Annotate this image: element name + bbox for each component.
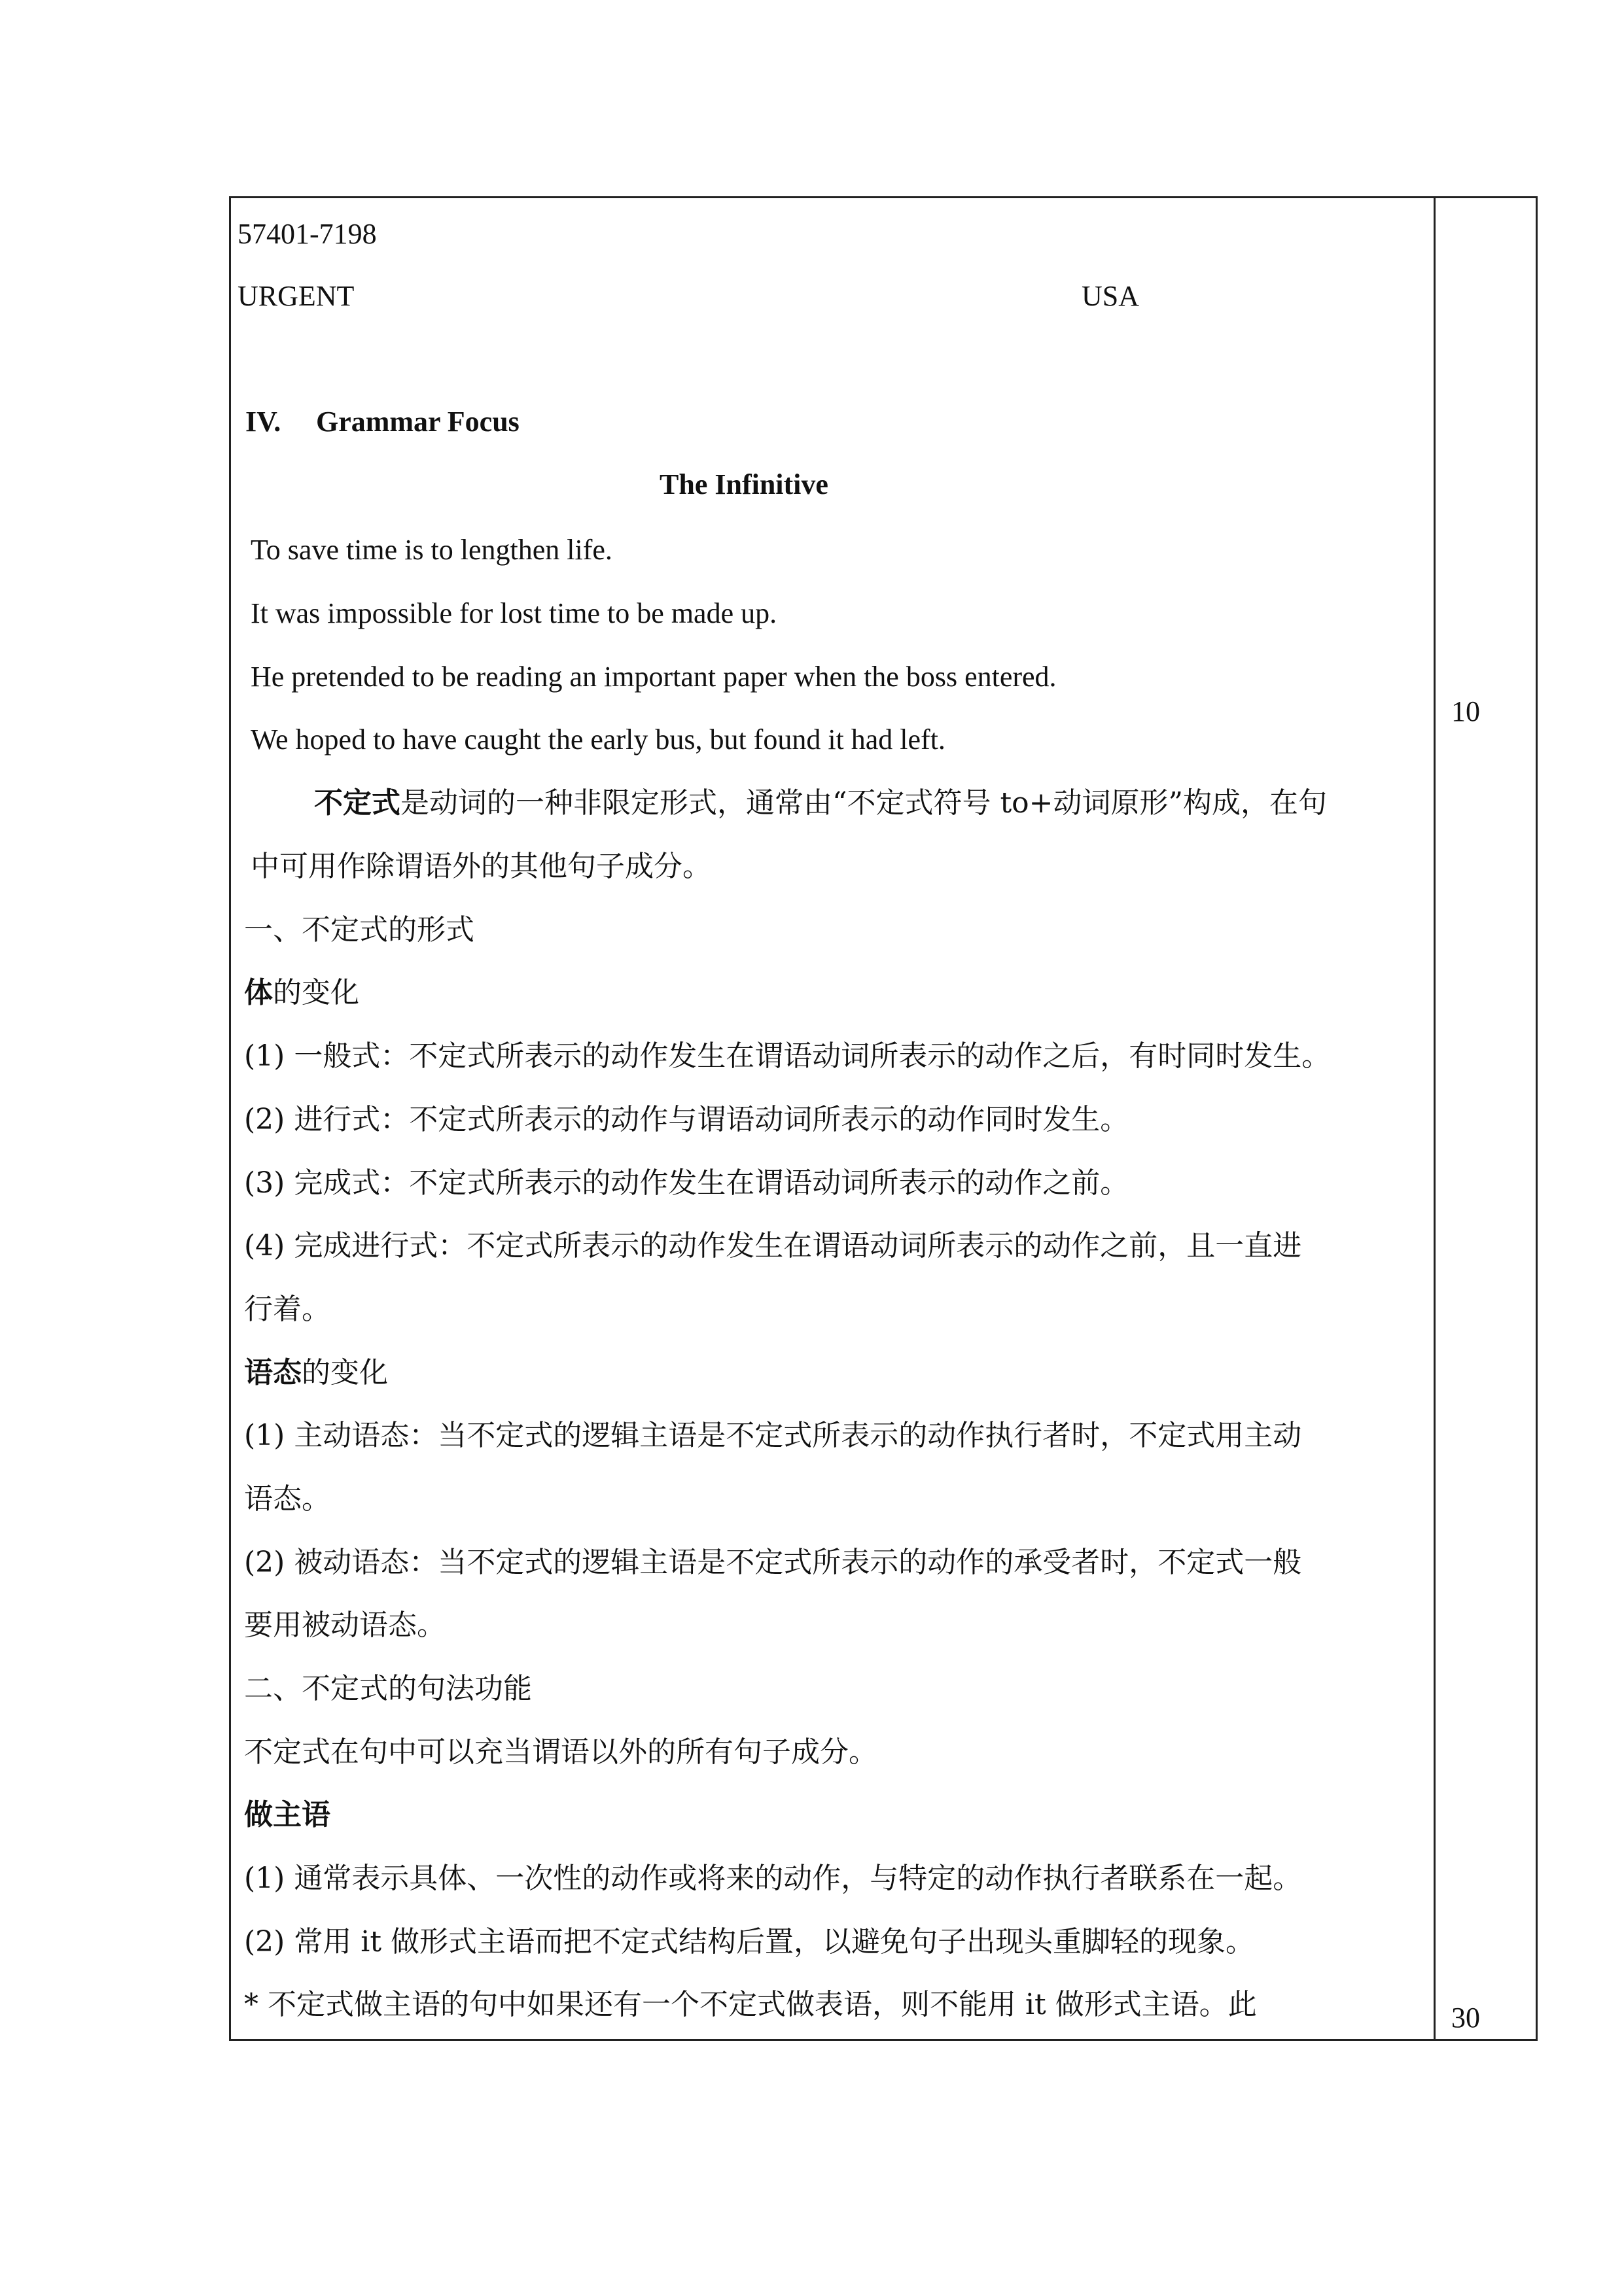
voice-heading — [244, 1353, 388, 1393]
voice-item: (2) 被动语态：当不定式的逻辑主语是不定式所表示的动作的承受者时，不定式一般 — [244, 1546, 1302, 1579]
voice-item: (1) 主动语态：当不定式的逻辑主语是不定式所表示的动作执行者时，不定式用主动 — [244, 1419, 1302, 1452]
part1-heading: 一、不定式的形式 — [244, 913, 474, 947]
content-table — [229, 196, 1538, 2041]
urgent-label: URGENT — [238, 280, 355, 312]
voice-heading-rest: 的变化 — [302, 1356, 388, 1389]
aspect-heading-bold: 体 — [244, 976, 273, 1009]
aspect-heading — [244, 973, 359, 1013]
aspect-heading-rest: 的变化 — [273, 976, 359, 1009]
voice-item: 语态。 — [244, 1482, 330, 1516]
aspect-item: (2) 进行式：不定式所表示的动作与谓语动词所表示的动作同时发生。 — [244, 1103, 1129, 1136]
subject-item: (1) 通常表示具体、一次性的动作或将来的动作，与特定的动作执行者联系在一起。 — [244, 1862, 1302, 1895]
voice-heading-bold: 语态 — [244, 1356, 302, 1389]
definition-line: 中可用作除谓语外的其他句子成分。 — [251, 850, 711, 883]
section-number: IV. — [245, 406, 281, 438]
aspect-item: (1) 一般式：不定式所表示的动作发生在谓语动词所表示的动作之后，有时同时发生。 — [244, 1039, 1331, 1073]
margin-number: 30 — [1451, 2002, 1480, 2034]
margin-number: 10 — [1451, 695, 1480, 727]
column-divider — [1434, 198, 1436, 2039]
definition-term: 不定式 — [314, 786, 400, 820]
aspect-item: 行着。 — [244, 1293, 330, 1326]
section-subtitle: The Infinitive — [660, 468, 828, 500]
voice-item: 要用被动语态。 — [244, 1609, 446, 1642]
example-sentence: To save time is to lengthen life. — [251, 534, 612, 566]
aspect-item: (4) 完成进行式：不定式所表示的动作发生在谓语动词所表示的动作之前，且一直进 — [244, 1229, 1302, 1262]
example-sentence: He pretended to be reading an important paper when the boss entered. — [251, 661, 1057, 693]
definition-text: 是动词的一种非限定形式，通常由“不定式符号 to+动词原形”构成，在句 — [400, 786, 1328, 820]
part2-intro: 不定式在句中可以充当谓语以外的所有句子成分。 — [244, 1735, 877, 1769]
section-title: Grammar Focus — [316, 406, 520, 438]
example-sentence: It was impossible for lost time to be made up. — [251, 597, 777, 629]
country-label: USA — [1082, 280, 1140, 312]
subject-item: (2) 常用 it 做形式主语而把不定式结构后置，以避免句子出现头重脚轻的现象。 — [244, 1925, 1255, 1958]
example-sentence: We hoped to have caught the early bus, but found it had left. — [251, 723, 945, 756]
part2-heading: 二、不定式的句法功能 — [244, 1672, 532, 1705]
definition-line — [314, 784, 1327, 823]
aspect-item: (3) 完成式：不定式所表示的动作发生在谓语动词所表示的动作之前。 — [244, 1166, 1129, 1200]
reference-code: 57401-7198 — [238, 218, 377, 250]
subject-item: * 不定式做主语的句中如果还有一个不定式做表语，则不能用 it 做形式主语。此 — [244, 1988, 1257, 2021]
subject-heading: 做主语 — [244, 1798, 330, 1832]
